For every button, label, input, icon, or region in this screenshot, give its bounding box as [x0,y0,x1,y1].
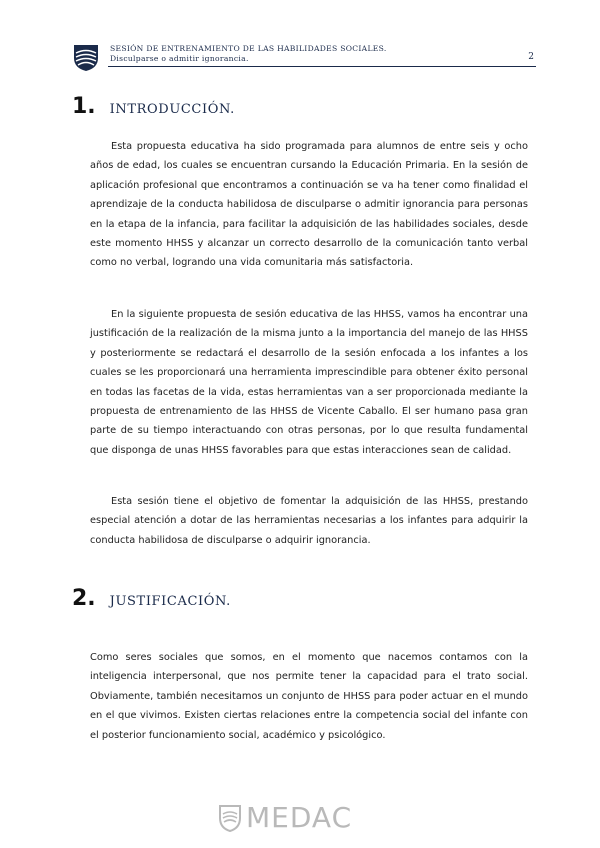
footer-brand: MEDAC [246,801,353,834]
section-heading-justificacion [72,586,231,611]
paragraph: Como seres sociales que somos, en el momento que nacemos contamos con la inteligencia interpersonal, que nos permite tener la capacidad para el trato social. Obviamente, también necesitamos un conjunto de HHSS para poder actuar en el mundo en el que vivimos. Existen ciertas relaciones entre la competencia social del infante con el posterior funcionamiento social, académico y psicológico. [90,652,528,741]
page-header [72,42,534,74]
paragraph: Esta sesión tiene el objetivo de fomentar la adquisición de las HHSS, prestando especial atención a dotar de las herramientas necesarias a los infantes para adquirir la conducta habilidosa de disculparse o adquirir ignorancia. [90,496,528,546]
paragraph: En la siguiente propuesta de sesión educativa de las HHSS, vamos ha encontrar una justificación de la realización de la misma junto a la importancia del manejo de las HHSS y posteriormente se redactará el desarrollo de la sesión enfocada a los infantes a los cuales se les proporcionará una herramienta imprescindible para obtener éxito personal en todas las facetas de la vida, estas herramientas van a ser proporcionada mediante la propuesta de entrenamiento de las HHSS de Vicente Caballo. El ser humano pasa gran parte de su tiempo interactuando con otras personas, por lo que resulta fundamental que disponga de unas HHSS favorables para que estas interacciones sean de calidad. [90,309,528,456]
section-number: 2. [72,586,96,611]
section-heading-introduccion [72,94,235,119]
shield-logo-icon [72,42,100,72]
shield-icon [218,804,242,832]
header-title: SESIÓN DE ENTRENAMIENTO DE LAS HABILIDADES SOCIALES. [110,44,387,53]
section-title: INTRODUCCIÓN. [109,102,235,117]
header-subtitle: Disculparse o admitir ignorancia. [110,54,249,63]
header-text [110,44,387,64]
section-title: JUSTIFICACIÓN. [109,594,231,609]
paragraph: Esta propuesta educativa ha sido programada para alumnos de entre seis y ocho años de edad, los cuales se encuentran cursando la Educación Primaria. En la sesión de aplicación profesional que encontramos a continuación se va ha tener como finalidad el aprendizaje de la conducta habilidosa de disculparse o admitir ignorancia para personas en la etapa de la infancia, para facilitar la adquisición de las habilidades sociales, desde este momento HHSS y alcanzar un correcto desarrollo de la comunicación tanto verbal como no verbal, logrando una vida comunitaria más satisfactoria. [90,141,528,269]
page-footer [218,801,352,834]
page-number: 2 [528,52,534,62]
header-divider [108,66,536,67]
section-number: 1. [72,94,96,119]
